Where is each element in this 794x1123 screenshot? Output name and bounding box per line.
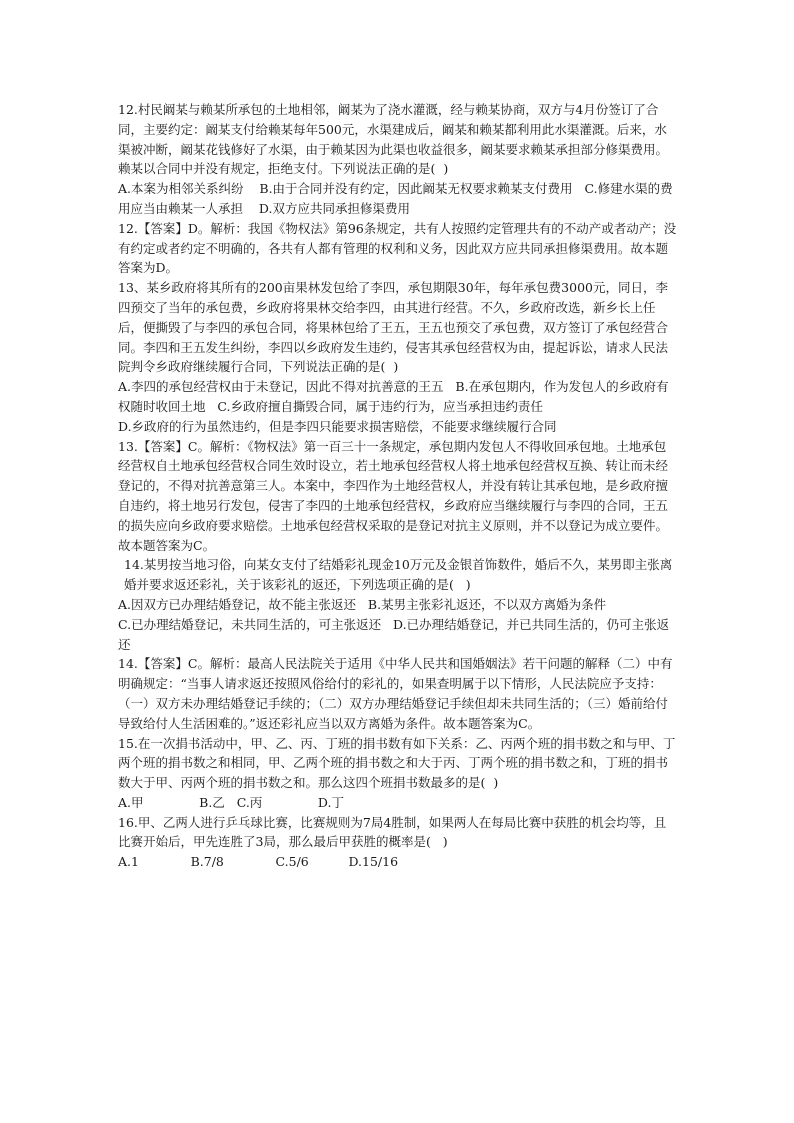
answer-14: 14.【答案】C。解析：最高人民法院关于适用《中华人民共和国婚姻法》若干问题的解释（二）中有明确规定：“当事人请求返还按照风俗给付的彩礼的，如果查明属于以下情形，人民法院应予支持：（一）双方未办理结婚登记手续的；（二）双方办理结婚登记手续但却未共同生活的；（三）婚前给付导致给付人生活困难的。”返还彩礼应当以双方离婚为条件。故本题答案为C。 [118,656,673,731]
document-page [118,100,678,872]
question-15: 15.在一次捐书活动中，甲、乙、丙、丁班的捐书数有如下关系：乙、丙两个班的捐书数之和与甲、丁两个班的捐书数之和相同，甲、乙两个班的捐书数之和大于丙、丁两个班的捐书数之和，丁班的捐书数大于甲、丙两个班的捐书数之和。那么这四个班捐书数最多的是( ) [118,735,676,791]
answer-12: 12.【答案】D。解析：我国《物权法》第96条规定，共有人按照约定管理共有的不动产或者动产；没有约定或者约定不明确的，各共有人都有管理的权利和义务，因此双方应共同承担修渠费用。故本题答案为D。 [118,220,677,276]
question-14-options-cd: C.已办理结婚登记，未共同生活的，可主张返还 D.已办理结婚登记，并已共同生活的，仍可主张返还 [118,616,670,652]
question-15-options: A.甲 B.乙 C.丙 D.丁 [118,794,344,810]
question-14: 14.某男按当地习俗，向某女支付了结婚彩礼现金10万元及金银首饰数件，婚后不久，某男即主张离婚并要求返还彩礼，关于该彩礼的返还，下列选项正确的是( ) [124,557,673,593]
question-13-option-d: D.乡政府的行为虽然违约，但是李四只能要求损害赔偿，不能要求继续履行合同 [118,418,557,434]
question-12: 12.村民阚某与赖某所承包的土地相邻，阚某为了浇水灌溉，经与赖某协商，双方与4月份签订了合同，主要约定：阚某支付给赖某每年500元，水渠建成后，阚某和赖某都利用此水渠灌溉。后来，水渠被冲断，阚某花钱修好了水渠，由于赖某因为此渠也收益很多，阚某要求赖某承担部分修渠费用。赖某以合同中并没有规定，拒绝支付。下列说法正确的是( ) [118,102,669,177]
question-14-options-ab: A.因双方已办理结婚登记，故不能主张返还 B.某男主张彩礼返还，不以双方离婚为条件 [118,596,607,612]
question-12-options: A.本案为相邻关系纠纷 B.由于合同并没有约定，因此阚某无权要求赖某支付费用 C.修建水渠的费用应当由赖某一人承担 D.双方应共同承担修渠费用 [118,181,673,216]
question-13: 13、某乡政府将其所有的200亩果林发包给了李四，承包期限30年，每年承包费3000元，同日，李四预交了当年的承包费，乡政府将果林交给李四，由其进行经营。不久，乡政府改选，新乡长上任后，便撕毁了与李四的承包合同，将果林包给了王五，王五也预交了承包费，双方签订了承包经营合同。李四和王五发生纠纷，李四以乡政府发生违约，侵害其承包经营权为由，提起诉讼，请求人民法院判令乡政府继续履行合同，下列说法正确的是( ) [118,280,669,375]
question-13-options-abc: A.李四的承包经营权由于未登记，因此不得对抗善意的王五 B.在承包期内，作为发包人的乡政府有权随时收回土地 C.乡政府擅自撕毁合同，属于违约行为，应当承担违约责任 [118,379,669,414]
answer-13: 13.【答案】C。解析：《物权法》第一百三十一条规定，承包期内发包人不得收回承包地。土地承包经营权自土地承包经营权合同生效时设立，若土地承包经营权人将土地承包经营权互换、转让而未经登记的，不得对抗善意第三人。本案中，李四作为土地经营权人，并没有转让其承包地，是乡政府擅自违约，将土地另行发包，侵害了李四的土地承包经营权，乡政府应当继续履行与李四的合同，王五的损失应向乡政府要求赔偿。土地承包经营权采取的是登记对抗主义原则，并不以登记为成立要件。故本题答案为C。 [118,438,669,553]
question-16-options: A.1 B.7/8 C.5/6 D.15/16 [118,854,399,870]
question-16: 16.甲、乙两人进行乒乓球比赛，比赛规则为7局4胜制，如果两人在每局比赛中获胜的机会均等，且比赛开始后，甲先连胜了3局，那么最后甲获胜的概率是( ) [118,814,667,850]
